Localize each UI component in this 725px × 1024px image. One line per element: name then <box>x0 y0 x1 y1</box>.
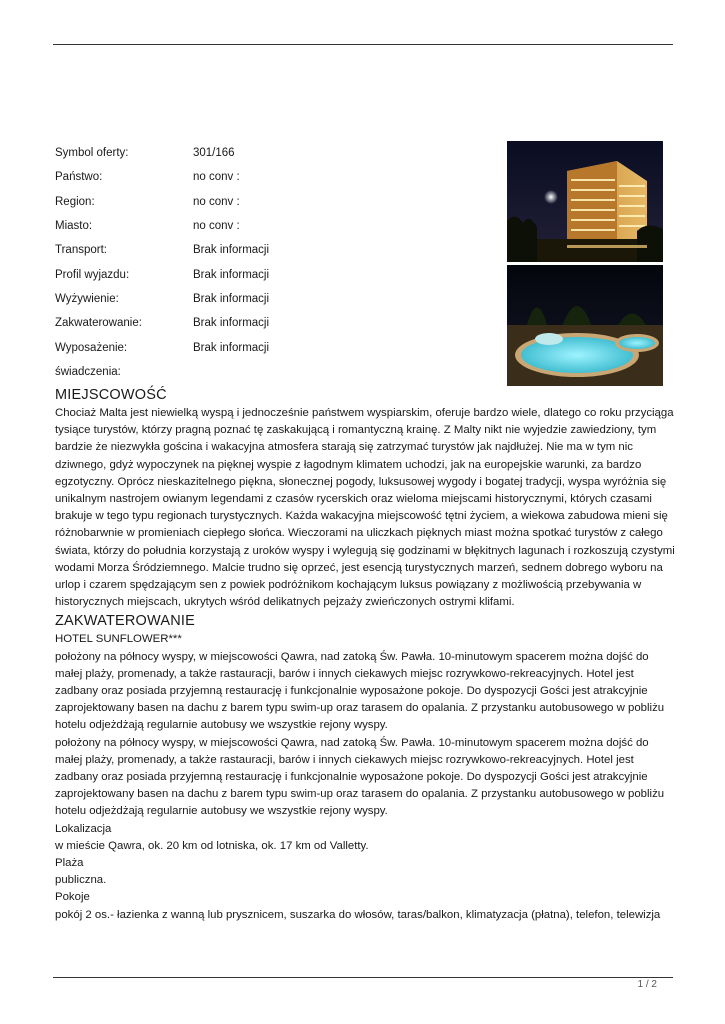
offer-row-equipment <box>55 335 475 359</box>
offer-row-accommodation <box>55 311 475 335</box>
hotel-description: położony na północy wyspy, w miejscowości Qawra, nad zatoką Św. Pawła. 10-minutowym spacerem można dojść do małej plaży, promenady, a także rastauracji, barów i innych ciekawych miejsc rozrywkowo-rekreacyjnych. Hotel jest zadbany oraz posiada przyjemną restaurację i funkcjonalnie wyposażone pokoje. Do dyspozycji Gości jest atrakcyjnie zaprojektowany basen na dachu z barem typu swim-up oraz tarasem do opalania. Z przystanku autobusowego w pobliżu hotelu odjeżdżają regularnie autobusy we wszystkie rejony wyspy. <box>55 650 665 732</box>
offer-value: no conv : <box>193 220 240 233</box>
offer-value: 301/166 <box>193 147 235 160</box>
offer-label: Transport: <box>55 244 107 257</box>
offer-label: Symbol oferty: <box>55 147 129 160</box>
offer-label: Państwo: <box>55 171 103 184</box>
location-text: w mieście Qawra, ok. 20 km od lotniska, ok. 17 km od Valletty. <box>55 839 369 852</box>
rooms-text: pokój 2 os.- łazienka z wanną lub prysznicem, suszarka do włosów, taras/balkon, klimatyzacja (płatna), telefon, telewizja <box>55 908 661 921</box>
section-heading-miejscowosc: MIEJSCOWOŚĆ <box>55 387 167 403</box>
offer-row-country <box>55 165 475 189</box>
offer-row-profile <box>55 262 475 286</box>
location-label: Lokalizacja <box>55 822 112 835</box>
offer-info-table <box>55 141 475 384</box>
offer-label: Wyposażenie: <box>55 341 128 354</box>
miejscowosc-paragraph: Chociaż Malta jest niewielką wyspą i jednocześnie państwem wyspiarskim, oferuje bardzo wiele, dlatego co roku przyciąga tysiące turystów, którzy pragną poznać tę zaskakującą i romantyczną krainę. Z Malty nikt nie wyjedzie zawiedziony, tym bardzie że niezwykła gościna i wakacyjna atmosfera starają się zatrzymać turystów jak najdłużej. Nie ma w tym nic dziwnego, gdyż wypoczynek na pięknej wyspie z łagodnym klimatem uchodzi, jak na europejskie warunki, za bardzo egzotyczny. Oprócz nieskazitelnego piękna, słonecznej pogody, luksusowej wygody i bogatej tradycji, wyspa wyróżnia się unikalnym nastrojem owianym legendami z czasów rycerskich oraz wieloma miejscami historycznymi, których czasami brakuje w tego typu regionach turystycznych. Każda wakacyjna miejscowość tętni życiem, a wiekowa zabudowa mieni się różnobarwnie w promieniach ciepłego słońca. Wieczorami na uliczkach pięknych miast można spotkać turystów z całego świata, którzy do południa korzystają z uroków wyspy i wylegują się godzinami w błękitnych lagunach i rozkoszują czystymi wodami Morza Śródziemnego. Malcie trudno się oprzeć, jest esencją turystycznych marzeń, sednem dobrego wyboru na urlop i czarem spędzającym sen z powiek podróżnikom kochającym luksus powiązany z możliwością przebywania w historycznych miejscach, ukrytych wśród delikatnych pejzaży zwieńczonych ostrymi klifami. <box>55 407 675 609</box>
beach-label: Plaża <box>55 857 84 870</box>
offer-value: Brak informacji <box>193 268 270 281</box>
offer-label: Wyżywienie: <box>55 292 119 305</box>
main-content <box>55 385 677 924</box>
offer-row-city <box>55 214 475 238</box>
hotel-name: HOTEL SUNFLOWER*** <box>55 633 182 646</box>
offer-value: Brak informacji <box>193 341 270 354</box>
offer-label: Zakwaterowanie: <box>55 317 142 330</box>
pool-night-photo <box>507 265 663 386</box>
offer-value: Brak informacji <box>193 317 270 330</box>
offer-row-transport <box>55 238 475 262</box>
offer-value: no conv : <box>193 171 240 184</box>
section-heading-zakwaterowanie: ZAKWATEROWANIE <box>55 613 196 630</box>
offer-value: no conv : <box>193 195 240 208</box>
page-number: 1 / 2 <box>637 979 657 990</box>
offer-value: Brak informacji <box>193 292 270 305</box>
offer-row-services <box>55 360 475 384</box>
offer-label: Region: <box>55 195 95 208</box>
footer-rule <box>53 977 673 978</box>
header-rule <box>53 44 673 45</box>
beach-text: publiczna. <box>55 874 107 887</box>
offer-row-symbol <box>55 141 475 165</box>
hotel-description-repeat: położony na północy wyspy, w miejscowości Qawra, nad zatoką Św. Pawła. 10-minutowym spacerem można dojść do małej plaży, promenady, a także rastauracji, barów i innych ciekawych miejsc rozrywkowo-rekreacyjnych. Hotel jest zadbany oraz posiada przyjemną restaurację i funkcjonalnie wyposażone pokoje. Do dyspozycji Gości jest atrakcyjnie zaprojektowany basen na dachu z barem typu swim-up oraz tarasem do opalania. Z przystanku autobusowego w pobliżu hotelu odjeżdżają regularnie autobusy we wszystkie rejony wyspy. <box>55 736 665 818</box>
rooms-label: Pokoje <box>55 891 90 904</box>
offer-value: Brak informacji <box>193 244 270 257</box>
offer-row-board <box>55 287 475 311</box>
offer-label: Miasto: <box>55 220 93 233</box>
offer-label: świadczenia: <box>55 365 121 378</box>
hotel-night-photo <box>507 141 663 262</box>
offer-label: Profil wyjazdu: <box>55 268 130 281</box>
offer-row-region <box>55 190 475 214</box>
